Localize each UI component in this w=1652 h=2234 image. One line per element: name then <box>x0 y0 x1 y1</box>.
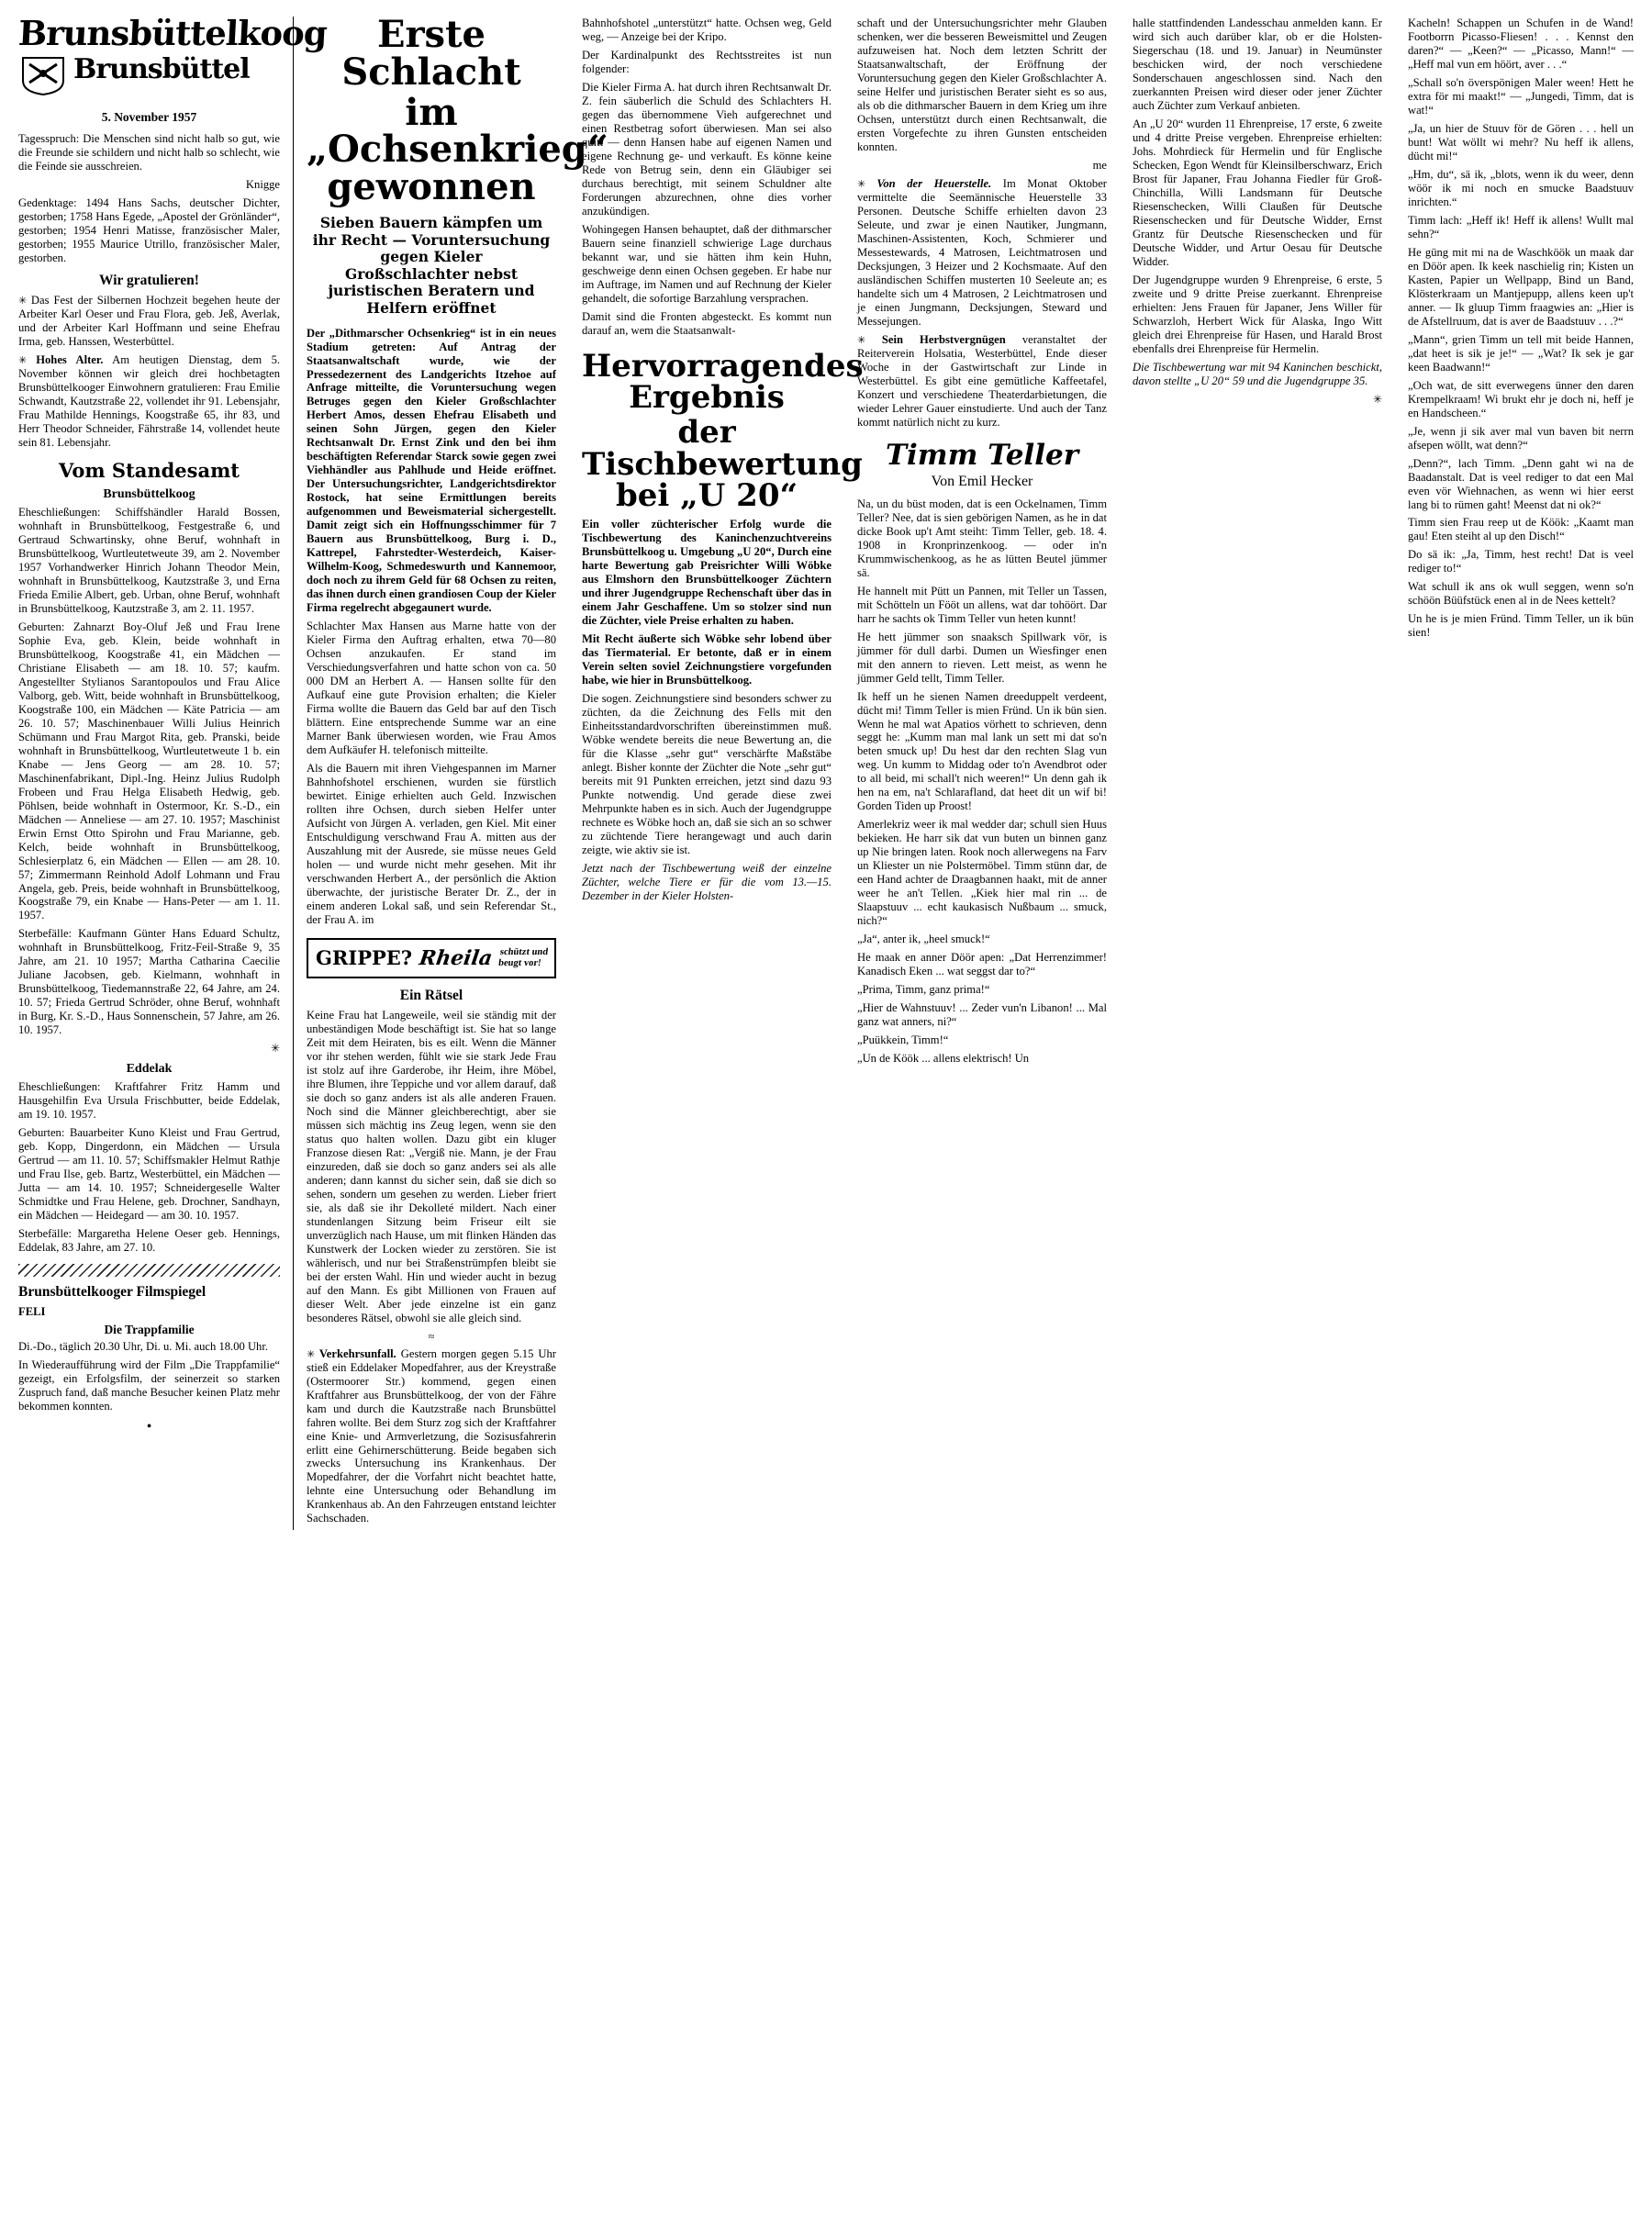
feature-paragraph: „Ja, un hier de Stuuv för de Gören . . . hell un bunt! Wat wöllt wi mehr? Nu heff ik allens, dücht mi!“ <box>1408 121 1634 162</box>
coat-of-arms-icon <box>20 55 66 95</box>
feature-paragraph: Na, un du büst moden, dat is een Ockelnamen, Timm Teller? Nee, dat is sien gebörigen Namen, as he in dat dicke Book up't Amt steiht: Timm Teller, geb. 18. 4. 1908 in Kronprinzenkoog. — oder in'n Krummwischenkoog, as he as lütten Beutel jümmer sä. <box>857 497 1107 579</box>
ad-slogan-line2: beugt vor! <box>497 957 542 968</box>
article-paragraph: Die sogen. Zeichnungstiere sind besonders schwer zu züchten, da die Zeichnung des Fells mit den Einheitsstandardvorschriften übereinstimmen muß. Wöbke wendete bereits die neue Bewertung an, die für die Klasse „sehr gut“ verschärfte Maßstäbe anlegt. Bisher konnte der Züchter die Note „sehr gut“ bereits mit 91 Punkten erreichen, jetzt sind dazu 93 Punkte notwendig. Und gerade diese zwei Mehrpunkte haben es in sich. Auch der Jugendgruppe rechnete es Wöbke hoch an, daß sie sich an so schwer zu züchtende Tiere herangewagt und auch darin zeigte, wie aktiv sie ist. <box>582 691 832 856</box>
secondary-headline <box>582 347 864 515</box>
article-paragraph: Bahnhofshotel „unterstützt“ hatte. Ochsen weg, Geld weg, — Anzeige bei der Kripo. <box>582 17 832 43</box>
secondary-headline-line2: der Tischbewertung bei „U 20“ <box>582 414 863 515</box>
eheschliessungen-2: Eheschließungen: Kraftfahrer Fritz Hamm und Hausgehilfin Eva Ursula Frischbutter, beide Eddelak, am 19. 10. 1957. <box>18 1080 280 1122</box>
feature-paragraph: Amerlekriz weer ik mal wedder dar; schull sien Huus bekieken. He harr sik dat vun buten un binnen ganz up Nie bringen laten. Rook noch allerwegens na Farv un Kliester un nie Polstermöbel. Timm stünn dar, de een Hand achter de Draagbannen haakt, mit de anner weer he an't Tellen. „Kiek hier mal rin ... de Slaapstuuv ... echt kaukasisch Nußbaum ... smuck, nich?“ <box>857 818 1107 928</box>
film-description: In Wiederaufführung wird der Film „Die Trappfamilie“ gezeigt, ein Erfolgsfilm, der seinerzeit so starken Zuspruch fand, daß manche Besucher keinen Platz mehr bekommen konnten. <box>18 1358 280 1413</box>
swash-divider-icon: ≈ <box>428 1329 435 1343</box>
ad-slogan <box>497 947 548 968</box>
article-paragraph: Jetzt nach der Tischbewertung weiß der einzelne Züchter, welche Tiere er für die vom 13.—15. Dezember in der Kieler Holsten- <box>582 861 832 902</box>
section-title-standesamt: Vom Standesamt <box>58 458 240 482</box>
feature-paragraph: Kacheln! Schappen un Schufen in de Wand! Footborrn Picasso-Fliesen! . . . Kennst den daren?“ — „Keen?“ — „Picasso, Mann!“ — „Heff mal vun em höört, aver . . .“ <box>1408 17 1634 71</box>
masthead-title-line1: Brunsbüttelkoog <box>17 13 329 53</box>
masthead-title-line2: Brunsbüttel <box>73 53 250 85</box>
feature-paragraph: „Un de Köök ... allens elektrisch! Un <box>857 1052 1030 1066</box>
article-paragraph: Der Jugendgruppe wurden 9 Ehrenpreise, 6 erste, 5 zweite und 9 dritte Preise zuerkannt. Ehrenpreise erhielten: Jens Frauen für Japaner, Jens Willer für Schwarzloh, Herbert Wick für Alaska, Ingo Witt gleich drei Ehrenpreise für Hasen, und Harald Brost ebenfalls drei Ehrenpreise für Hermelin. <box>1133 273 1382 355</box>
feature-paragraph: „Je, wenn ji sik aver mal vun baven bit nerrn afsepen wöllt, wat denn?“ <box>1408 424 1634 452</box>
feature-paragraph: Do sä ik: „Ja, Timm, hest recht! Dat is veel rediger to!“ <box>1408 548 1634 575</box>
article-paragraph: Die Tischbewertung war mit 94 Kaninchen beschickt, davon stellte „U 20“ 59 und die Jugendgruppe 35. <box>1133 360 1382 387</box>
star-icon: ✳ <box>857 178 877 190</box>
bullet-divider-icon: • <box>146 1419 152 1435</box>
feature-byline: Von Emil Hecker <box>931 473 1033 489</box>
feature-paragraph: Timm sien Frau reep ut de Köök: „Kaamt man gau! Eten steiht al up den Disch!“ <box>1408 516 1634 543</box>
feature-paragraph: Ik heff un he sienen Namen dreeduppelt verdeent, dücht mi! Timm Teller is mien Fründ. Un ik bün sien. Wenn he mal wat Apatios vörhett to schrieven, denn seggt he: „Kumm man mal lank un sett mi dat so'n beten smuck up! Du hest dar den rechten Slag vun weg. Un kumm to Middag oder to'n Avendbrot oder to all beid, mi schall't nich weeren!“ Un denn gah ik hen na em, na't Schlarafland, dat heet dit un wif bi! Gorden Tiden up Proost! <box>857 689 1107 813</box>
feature-paragraph: „Och wat, de sitt everwegens ünner den daren Krempelkraam! Wi brukt ehr je doch ni, heff je en Handscheen.“ <box>1408 378 1634 419</box>
lead-headline <box>307 13 608 209</box>
hohes-alter-text: Am heutigen Dienstag, dem 5. November können wir gleich drei hochbetagten Brunsbüttelkooger Einwohnern gratulieren: Frau Emilie Schwandt, Kautzstraße 22, vollendet ihr 91. Lebensjahr, Frau Mathilde Hennings, Koogstraße 65, ihr 83, und Herr Theodor Schneider, Fährstraße 14, vollendet heute sein 81. Lebensjahr. <box>18 352 281 449</box>
geburten-2: Geburten: Bauarbeiter Kuno Kleist und Frau Gertrud, geb. Kopp, Dingerdonn, ein Mädchen — Ursula Gertrud — am 11. 10. 57; Schiffsmakler Helmut Rathje und Frau Ilse, geb. Bartz, Westerbüttel, ein Mädchen — Jutta — am 14. 10. 1957; Schneidergeselle Walter Schmidtke und Frau Helene, geb. Drochner, Sandhayn, ein Mädchen — Heidegard — am 30. 10. 1957. <box>18 1126 280 1223</box>
star-icon: ✳ <box>307 1348 319 1360</box>
heuerstelle-text: Im Monat Oktober vermittelte die Seemännische Heuerstelle 33 Personen. Deutsche Schiffe erhielten davon 23 Seleute, und zwar je einen Nautiker, Jungmann, Maschinen-Assistenten, Koch, Schmierer und Messestewards, 4 Matrosen, Leichtmatrosen und Decksjungen, 3 Heizer und 2 Kochsmaate. Auf den ausländischen Schiffen musterten 10 Seeleute an; es handelte sich um 4 Matrosen, 2 Leichtmatrosen und je einen Jungmann, Decksjungen, Steward und Messejungen. <box>857 176 1107 328</box>
article-paragraph: schaft und der Untersuchungsrichter mehr Glauben schenken, wer die besseren Beweismittel und Zeugen aufzuweisen hat. Noch dem letzten Schritt der Staatsanwaltschaft, der Eröffnung der Voruntersuchung gegen den Kieler Großschlachter A. seine Helfer und juristischen Berater sieht es so aus, als ob die dithmarscher Bauern in dem Krieg um ihre Ochsen, unterstützt durch einen Rechtsanwalt, die ersten Vorgefechte zu ihren Gunsten entscheiden konnten. <box>857 17 1107 153</box>
feature-paragraph: „Denn?“, lach Timm. „Denn gaht wi na de Baadanstalt. Dat is veel rediger to dat een Mal even vör Wiehnachen, as wenn wi hier eerst lang bi to rümen gaht! Meenst dat ni ok?“ <box>1408 456 1634 511</box>
section-title-gratulieren: Wir gratulieren! <box>99 272 199 288</box>
ad-brand-name: Rheila <box>417 945 494 970</box>
ad-question-text: GRIPPE? <box>316 946 413 970</box>
end-star-icon: ✳ <box>1372 392 1382 406</box>
article-paragraph: Als die Bauern mit ihren Viehgespannen im Marner Bahnhofshotel erschienen, wurden sie fürstlich bewirtet. Einige erhielten auch Geld. Inzwischen rollten ihre Ochsen, durch sieben Helfer unter Aufsicht von Jürgen A. verladen, gen Kiel. Mit einer Entschuldigung verschwand Frau A. mitten aus der Auszahlung mit der Ausrede, sie müsse neues Geld holen — und wurde nicht mehr gesehen. Mit ihr verschwanden Herbert A., der persönlich die Aktion überwachte, der juristische Berater Dr. Z., der in einem anderen Lokal saß, und sein Referendar St., der Frau A. im <box>307 762 556 926</box>
feature-paragraph: He güng mit mi na de Waschköök un maak dar en Döör apen. Ik keek naschielig rin; Kisten un Kasten, Papier un Wellpapp, Bind un Band, Klösterkraam un Mantjepupp, allens keen up't anner. — Ik gluup Timm fraagwies an: „Hier is de Afstellruum, dat is aver de Baadstuuv . . .?“ <box>1408 245 1634 328</box>
article-paragraph: An „U 20“ wurden 11 Ehrenpreise, 17 erste, 6 zweite und 4 dritte Preise vergeben. Ehrenpreise erhielten: Johs. Mohrdieck für Hermelin und für Englische Schecken, Egon Wendt für Kleinsilberschwarz, Erich Brost für Japaner, Frau Johanna Fiedler für Groß-Chinchilla, Willi Landsmann für Deutsche Riesenschecken, Willi Claußen für Deutsche Riesenschecken und für Deutsche Widder, Ernst Grantz für Deutsche Riesenschecken und für Deutsche Widder, und Artur Oesau für Deutsche Widder. <box>1133 117 1382 268</box>
tagesspruch: Tagesspruch: Die Menschen sind nicht halb so gut, wie die Freunde sie schildern und nicht halb so schlecht, wie die Feinde sie ausschreien. <box>18 132 280 173</box>
film-title: Die Trappfamilie <box>104 1323 195 1337</box>
feature-paragraph: He hannelt mit Pütt un Pannen, mit Teller un Tassen, mit Schötteln un Fööt un allens, wat dar tohöört. Dar harr he sachts ok Timm Teller vun heten kunnt! <box>857 584 1107 625</box>
feature-title: Timm Teller <box>885 438 1079 472</box>
lead-subheadline <box>307 215 556 318</box>
issue-date: 5. November 1957 <box>101 110 197 124</box>
lead-headline-line2: im „Ochsenkrieg“ gewonnen <box>307 90 608 209</box>
silberne-hochzeit-text: Das Fest der Silbernen Hochzeit begehen heute der Arbeiter Karl Oeser und Frau Flora, geb. Jeß, Averlak, und der Arbeiter Karl Hoffmann und seine Ehefrau Irma, geb. Hanssen, Westerbüttel. <box>18 293 281 348</box>
column-2 <box>294 13 608 1530</box>
hohes-alter-lead: Hohes Alter. <box>36 352 104 366</box>
gedenktage: Gedenktage: 1494 Hans Sachs, deutscher Dichter, gestorben; 1758 Hans Egede, „Apostel der Grönländer“, gestorben; 1954 Henri Matisse, französischer Maler, gestorben; 1955 Maurice Utrillo, französischer Maler, gestorben. <box>18 195 280 264</box>
column-3 <box>569 17 864 1530</box>
geburten-1: Geburten: Zahnarzt Boy-Oluf Jeß und Frau Irene Sophie Eva, geb. Klein, beide wohnhaft in Brunsbüttelkoog, Koogstraße 41, ein Mädchen — Christiane Elisabeth — am 18. 10. 57; kaufm. Angestellter Stylianos Sarantopoulos und Frau Alice Valborg, geb. Witt, beide wohnhaft in Brunsbüttelkoog, Koogstraße 100, ein Mädchen — Käte Patricia — am 26. 10. 57; Maschinenbauer Willi Julius Heinrich Schümann und Frau Margot Rita, geb. Pranski, beide wohnhaft in Brunsbüttelkoog, Wurtleutetweute 1 b. ein Knabe — Jens Georg — am 28. 10. 57; Maschinenfabrikant, Dipl.-Ing. Heinz Julius Rudolph Frobeen und Frau Helga Elisabeth Hedwig, geb. Pöhlsen, beide wohnhaft in Ostermoor, Kr. S.-D., ein Mädchen — Anneliese — am 27. 10. 1957; Maschinist Erwin Ernst Otto Spirohn und Frau Marianne, geb. Kelch, beide wohnhaft in Brunsbüttelkoog, Schlesierplatz 6, ein Mädchen — Ellen — am 28. 10. 57; Zimmermann Reinhold Adolf Lohmann und Frau Angela, geb. Preis, beide wohnhaft in Brunsbüttelkoog, Koogstraße 79, ein Knabe — Hans-Peter — am 1. 11. 1957. <box>18 620 280 922</box>
article-paragraph: Der Kardinalpunkt des Rechtsstreites ist nun folgender: <box>582 48 832 75</box>
advertisement-rheila[interactable] <box>307 938 556 978</box>
feature-paragraph: „Hm, du“, sä ik, „blots, wenn ik du weer, denn wöör ik mi noch en smucke Baadstuuv inrichten.“ <box>1408 167 1634 208</box>
cinema-name: FELI <box>18 1305 46 1319</box>
sterbefaelle-1: Sterbefälle: Kaufmann Günter Hans Eduard Schultz, wohnhaft in Brunsbüttelkoog, Fritz-Feil-Straße 9, 35 Jahre, am 21. 10 1957; Martha Catharina Caecilie Juliane Jacobsen, geb. Kielmann, wohnhaft in Brunsbüttelkoog, Tiedemannstraße 22, 64 Jahre, am 24. 10. 57; Frieda Gertrud Schröder, ohne Beruf, wohnhaft in Burg, Kr. S.-D., Haus Sonnenschein, 57 Jahre, am 26. 10. 1957. <box>18 927 280 1037</box>
article-paragraph: Wohingegen Hansen behauptet, daß der dithmarscher Bauern seine finanziell schwierige Lage durchaus bekannt war, und sie hätten ihm kein Huhn, geschweige denn einen Ochsen gegeben. Er habe nur im Auftrage, im Namen und auf Rechnung der Kieler gehandelt, die sofortige Barzahlung versprachen. <box>582 222 832 305</box>
feature-paragraph: „Prima, Timm, ganz prima!“ <box>857 983 990 997</box>
newspaper-page <box>0 13 1652 2234</box>
article-paragraph: Ein voller züchterischer Erfolg wurde die Tischbewertung des Kaninchenzuchtvereins Brunsbüttelkoog u. Umgebung „U 20“, Durch eine harte Bewertung gab Preisrichter Willi Wöbke aus Elmshorn den Brunsbüttelkooger Züchtern und ihrer Jugendgruppe Rechenschaft über das in einem Jahr Geschaffene. Um so stolzer sind nun die Züchter, viele Preise erhalten zu haben. <box>582 518 832 627</box>
herbstvergnuegen-lead: Sein Herbstvergnügen <box>881 332 1006 346</box>
feature-paragraph: Un he is je mien Fründ. Timm Teller, un ik bün sien! <box>1408 612 1634 640</box>
star-icon: ✳ <box>18 354 37 366</box>
standesamt-place-1: Brunsbüttelkoog <box>103 486 195 501</box>
feature-paragraph: „Mann“, grien Timm un tell mit beide Hannen, „dat heet is sik je je!“ — „Wat? Ik sek je gar keen Baadwann!“ <box>1408 332 1634 374</box>
column-4 <box>844 17 1120 1530</box>
herbstvergnuegen-text: veranstaltet der Reiterverein Holsatia, Westerbüttel, Ende dieser Woche in der Gastwirtschaft zur Linde in Westerbüttel. Es gibt eine gemütliche Kaffeetafel, Konzert und verschiedene Theaterdarbietungen, die wieder Lehrer Gauer einstudierte. Und auch der Tanz kommt natürlich nicht zu kurz. <box>857 332 1107 429</box>
lead-paragraph: Der „Dithmarscher Ochsenkrieg“ ist in ein neues Stadium getreten: Auf Antrag der Staatsanwaltschaft wurde, wie der Pressedezernent des Landgerichts Itzehoe auf Anfrage mitteilte, die Voruntersuchung wegen Betruges gegen den Kieler Großschlachter Herbert Amos, dessen Ehefrau Elisabeth und seinen Sohn Jürgen, gegen den Kieler Rechtsanwalt Dr. Ernst Zink und den bei ihm beschäftigten Referendar Starck sowie gegen zwei Viehhändler aus Pahlhude und Heide eröffnet. Der Untersuchungsrichter, Landgerichtsdirektor Rostock, hat seine Ermittlungen bereits aufgenommen und Beweismaterial sichergestellt. Damit zeigt sich ein Hoffnungsschimmer für 7 Bauern aus Brunsbüttelkoog, Burg i. D., Kattrepel, Fahrstedter-Westerdeich, Kaiser-Wilhelm-Koog, Schmedeswurth und Kannemoor, doch noch zu ihrem Geld für 68 Ochsen zu reiten, das ihnen durch einen grandiosen Coup der Kieler Firma regelrecht abgegaunert wurde. <box>307 326 556 615</box>
feature-paragraph: „Puükkein, Timm!“ <box>857 1033 949 1047</box>
article-paragraph: Mit Recht äußerte sich Wöbke sehr lobend über das Tiermaterial. Er betonte, daß er in einem Verein selten soviel Zeichnungstiere vorgefunden habe, wie hier in Brunsbüttelkoog. <box>582 631 832 687</box>
raetsel-text: Keine Frau hat Langeweile, weil sie ständig mit der unbeständigen Mode beschäftigt ist. Sie hat so lange Zeit mit dem Heiraten, bis es eilt. Wenn die Männer vor ihr stehen werden, fühlt wie sie stark Jede Frau ist stolz auf ihre Garderobe, ihr Heim, ihre Möbel, ihre Blumen, ihre Teppiche und vor allem darauf, daß sie doch so ganz anders ist als alle anderen Frauen. Noch sind die Männer gleichberechtigt, aber sie müssen sich mächtig ins Zeug legen, wenn sie den status quo halten wollen. Dazu gibt ein kluger Franzose diesen Rat: „Vergiß nie. Mann, je der Frau einzureden, daß sie doch so ganz anders sei als alle anderen; dann kannst du sicher sein, daß sie dich so sehen, sondern um gesehen zu werden. Lieber friert sie, als daß sie ihr Dekolleté mildert. Nach einer stundenlangen Sitzung beim Friseur eilt sie unverzüglich nach Hause, um mit flinken Händen das Kunstwerk der Locken wieder zu zerstören. Sie ist wählerisch, und nur bei Straßenstrümpfen bleibt sie bei der ersten Wahl. Hin und wieder aucht in bezug auf den Mann. Es gibt Millionen von Frauen auf dieser Welt. Aber jede einzelne ist ein ganz besonderes Rätsel, obwohl sie alle gleich sind. <box>307 1008 556 1324</box>
verkehrsunfall-lead: Verkehrsunfall. <box>318 1346 396 1360</box>
article-paragraph: Die Kieler Firma A. hat durch ihren Rechtsanwalt Dr. Z. fein säuberlich die Schuld des Schlachters H. gegen das übernommene Vieh aufgerechnet und einen Restbetrag sofort überwiesen. Man sei also quitt — denn Hansen habe auf eigenen Namen und eigene Rechnung ge- und verkauft. Es könne keine Rede von Betrug sein, denn ein Gläubiger sei durchaus berechtigt, mit seinem Schuldner alte Forderungen abzurechnen, ohne dies vorher anzukündigen. <box>582 80 832 218</box>
section-title-raetsel: Ein Rätsel <box>399 987 463 1003</box>
lead-headline-line1: Erste Schlacht <box>341 13 521 94</box>
sterbefaelle-2: Sterbefälle: Margaretha Helene Oeser geb. Hennings, Eddelak, 83 Jahre, am 27. 10. <box>18 1227 280 1255</box>
film-showtimes: Di.-Do., täglich 20.30 Uhr, Di. u. Mi. auch 18.00 Uhr. <box>18 1340 268 1354</box>
article-paragraph: halle stattfindenden Landesschau anmelden kann. Er wird sich auch darüber klar, ob er die Holsten-Siegerschau (18. und 19. Januar) in Neumünster beschicken wird, der noch verschiedene Sonderschauen angeschlossen sind. Nach den zuerkannten Preisen wird dieser oder jener Züchter auch Züchter zum Verkauf anbieten. <box>1133 17 1382 112</box>
star-icon: ✳ <box>857 334 882 346</box>
column-5 <box>1120 17 1395 1530</box>
article-paragraph: Damit sind die Fronten abgesteckt. Es kommt nun darauf an, wem die Staatsanwalt- <box>582 309 832 337</box>
lead-subheadline-line1: Sieben Bauern kämpfen um ihr Recht — Voruntersuchung gegen Kieler <box>312 213 551 266</box>
feature-paragraph: He maak en anner Döör apen: „Dat Herrenzimmer! Kanadisch Eken ... wat seggst dar to?“ <box>857 951 1107 978</box>
standesamt-place-2: Eddelak <box>126 1062 173 1077</box>
article-paragraph: Schlachter Max Hansen aus Marne hatte von der Kieler Firma den Auftrag erhalten, etwa 70—80 Ochsen anzukaufen. Er stand im Verschiedungsverfahren und hatte schon von ca. 50 000 DM an Herbert A. — Hansen sollte für den Aufkauf eine gute Provision erhalten; die Kieler Firma wollte die Bauern das Geld bar auf den Tisch blättern. Eine entsprechende Summe war an eine Marner Bank überwiesen worden, wie Frau Amos dem Aufkäufer H. telefonisch mitteilte. <box>307 620 556 757</box>
feature-paragraph: He hett jümmer son snaaksch Spillwark vör, is jümmer för dull darbi. Dumen un Wiesfinger enen mit den annern to rieven. Lett meist, as wenn he jümmer Geld tellt, Timm Teller. <box>857 630 1107 685</box>
eheschliessungen-1: Eheschließungen: Schiffshändler Harald Bossen, wohnhaft in Brunsbüttelkoog, Festgestraße 6, und Gertraud Schwartinsky, ohne Beruf, wohnhaft in Brunsbüttelkoog, Wurtleutetweute 39, am 2. November 1957 Vorhandwerker Hinrich Johann Theodor Mein, wohnhaft in Brunsbüttelkoog, Kautzstraße 3, und Erna Frieda Emilie Albert, geb. Urban, ohne Beruf, wohnhaft in Brunsbüttelkoog, Kautzstraße 3, am 2. 11. 1957. <box>18 505 280 615</box>
verkehrsunfall-text: Gestern morgen gegen 5.15 Uhr stieß ein Eddelaker Mopedfahrer, aus der Kreystraße (Ostermoorer Str.) kommend, gegen einen Kraftfahrer aus Brunsbüttelkoog, der von der Fähre kam und durch die Kautzstraße nach Brunsbüttel fahren wollte. Bei dem Sturz zog sich der Kraftfahrer eine Knie- und Armverletzung, die Sozisusfahrerin erlitt eine Gehirnerschütterung. Beide begaben sich zwecks Untersuchung ins Krankenhaus. Der Mopedfahrer, der die Vorfahrt nicht beachtet hatte, lehnte eine Untersuchung oder Behandlung im Krankenhaus ab. An den Fahrzeugen entstand leichter Sachschaden. <box>307 1346 557 1525</box>
feature-paragraph: „Ja“, anter ik, „heel smuck!“ <box>857 933 990 946</box>
article-signature: me <box>1092 158 1107 172</box>
masthead <box>17 13 329 105</box>
decorative-divider <box>18 1264 280 1277</box>
end-star-icon: ✳ <box>270 1042 280 1056</box>
heuerstelle-lead: Von der Heuerstelle. <box>876 176 992 190</box>
column-container <box>17 13 1634 1530</box>
column-6 <box>1395 17 1634 1530</box>
lead-subheadline-line2: Großschlachter nebst juristischen Beratern und Helfern eröffnet <box>328 264 535 317</box>
ad-slogan-line1: schützt und <box>498 947 549 958</box>
feature-paragraph: „Hier de Wahnstuuv! ... Zeder vun'n Libanon! ... Mal ganz wat anners, ni?“ <box>857 1001 1107 1029</box>
column-1 <box>17 13 329 1530</box>
star-icon: ✳ <box>18 295 31 307</box>
feature-paragraph: Timm lach: „Heff ik! Heff ik allens! Wullt mal sehn?“ <box>1408 213 1634 240</box>
section-title-filmspiegel: Brunsbüttelkooger Filmspiegel <box>18 1284 206 1301</box>
secondary-headline-line1: Hervorragendes Ergebnis <box>582 347 864 417</box>
tagesspruch-author: Knigge <box>245 177 280 191</box>
feature-paragraph: „Schall so'n överspönigen Maler ween! Hett he extra för mi maakt!“ — „Jungedi, Timm, dat is wat!“ <box>1408 75 1634 117</box>
feature-paragraph: Wat schull ik ans ok wull seggen, wenn so'n schöön Büüfstück enen al in de Nees kettelt? <box>1408 580 1634 608</box>
